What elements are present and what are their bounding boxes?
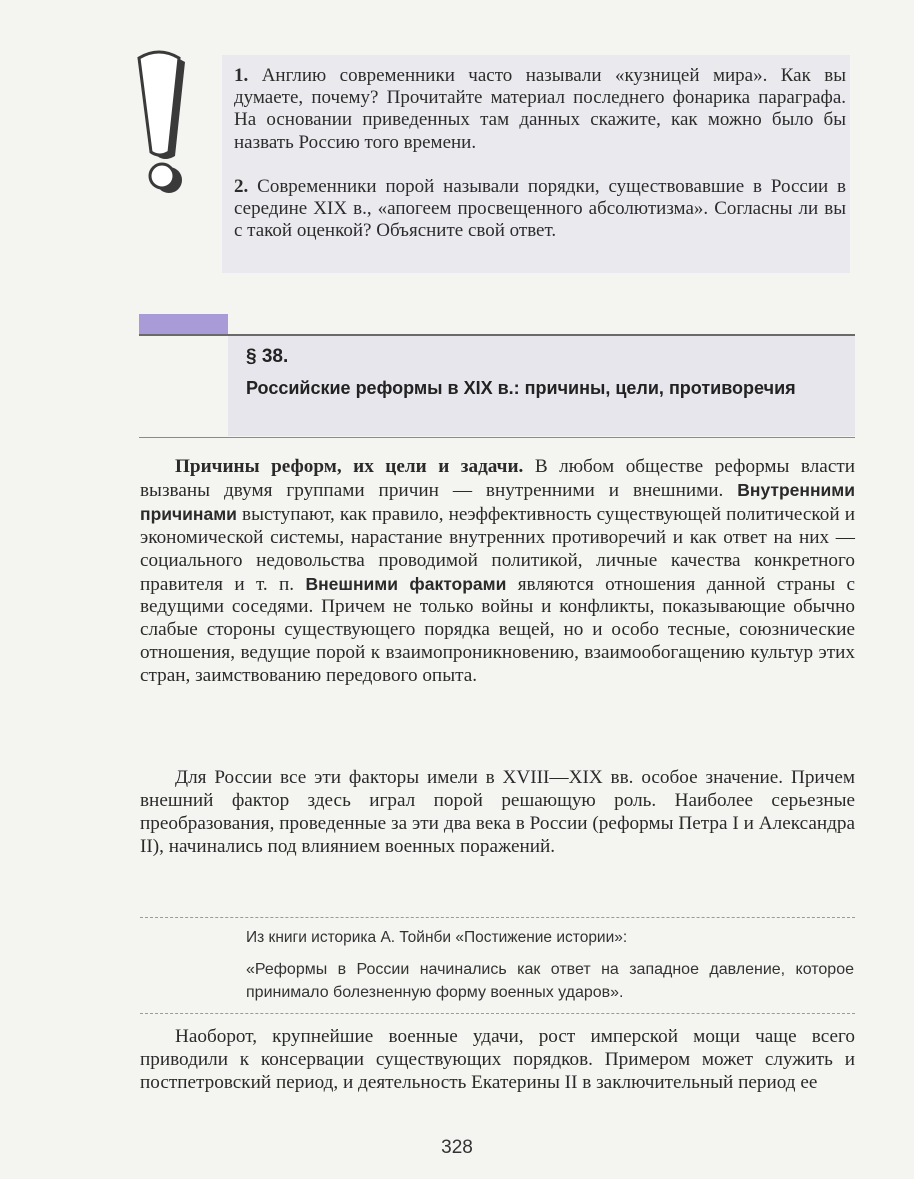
quote-text: «Реформы в России начинались как ответ на западное давление, которое принимало болезненную форму военных ударов». (246, 961, 854, 1001)
paragraph-1-lead: Причины реформ, их цели и задачи. (175, 456, 524, 477)
paragraph-2-text: Для России все эти факторы имели в XVIII—XIX вв. особое значение. Причем внешний фактор здесь играл порой решающую роль. Наиболее серьезные преобразования, проведенные за эти два века в России (реформы Петра I и Александра II), начинались под влиянием военных поражений. (140, 767, 855, 857)
question-1-text: Англию современники часто называли «кузницей мира». Как вы думаете, почему? Прочитайте материал последнего фонарика параграфа. На основании приведенных там данных скажите, как можно было бы назвать Россию того времени. (234, 65, 846, 153)
quote-rule-top (140, 917, 855, 918)
question-1-number: 1. (234, 65, 249, 86)
page-number: 328 (441, 1137, 473, 1158)
exclamation-icon (135, 48, 195, 198)
term-internal-causes: Внутренними причинами (140, 479, 855, 524)
question-1 (234, 65, 846, 154)
paragraph-3 (140, 1026, 855, 1095)
paragraph-1-text-b: выступают, как правило, неэффективность существующей политической и экономической системы, нарастание внутренних противоречий и как ответ на них — социального недовольства проводимой политикой, личные качества конкретного правителя и т. п. (140, 503, 855, 595)
paragraph-1 (140, 456, 855, 688)
section-number: § 38. (246, 346, 289, 367)
question-2-text: Современники порой называли порядки, существовавшие в России в середине XIX в., «апогеем просвещенного абсолютизма». Согласны ли вы с такой оценкой? Объясните свой ответ. (234, 176, 847, 242)
quote-source: Из книги историка А. Тойнби «Постижение истории»: (246, 929, 628, 946)
question-2-number: 2. (234, 176, 249, 197)
section-title: Российские реформы в XIX в.: причины, цели, противоречия (246, 378, 796, 398)
question-2 (234, 176, 846, 243)
paragraph-3-text: Наоборот, крупнейшие военные удачи, рост имперской мощи чаще всего приводили к консервации существующих порядков. Примером может служить и постпетровский период, и деятельность Екатерины II в заключительный период ее (140, 1026, 855, 1093)
term-external-factors: Внешними факторами (305, 573, 507, 594)
quote-rule-bottom (140, 1013, 855, 1014)
paragraph-1-text-c: являются отношения данной страны с ведущими соседями. Причем не только войны и конфликты, показывающие обычно слабые стороны существующего порядка вещей, но и особо тесные, союзнические отношения, ведущие порой к взаимопроникновению, взаимообогащению культур этих стран, заимствованию передового опыта. (140, 573, 855, 687)
section-accent-bar (139, 314, 228, 335)
paragraph-2 (140, 767, 855, 859)
paragraph-1-text-a: В любом обществе реформы власти вызваны двумя группами причин — внутренними и внешними. (140, 456, 855, 501)
section-rule-bottom (139, 437, 855, 438)
